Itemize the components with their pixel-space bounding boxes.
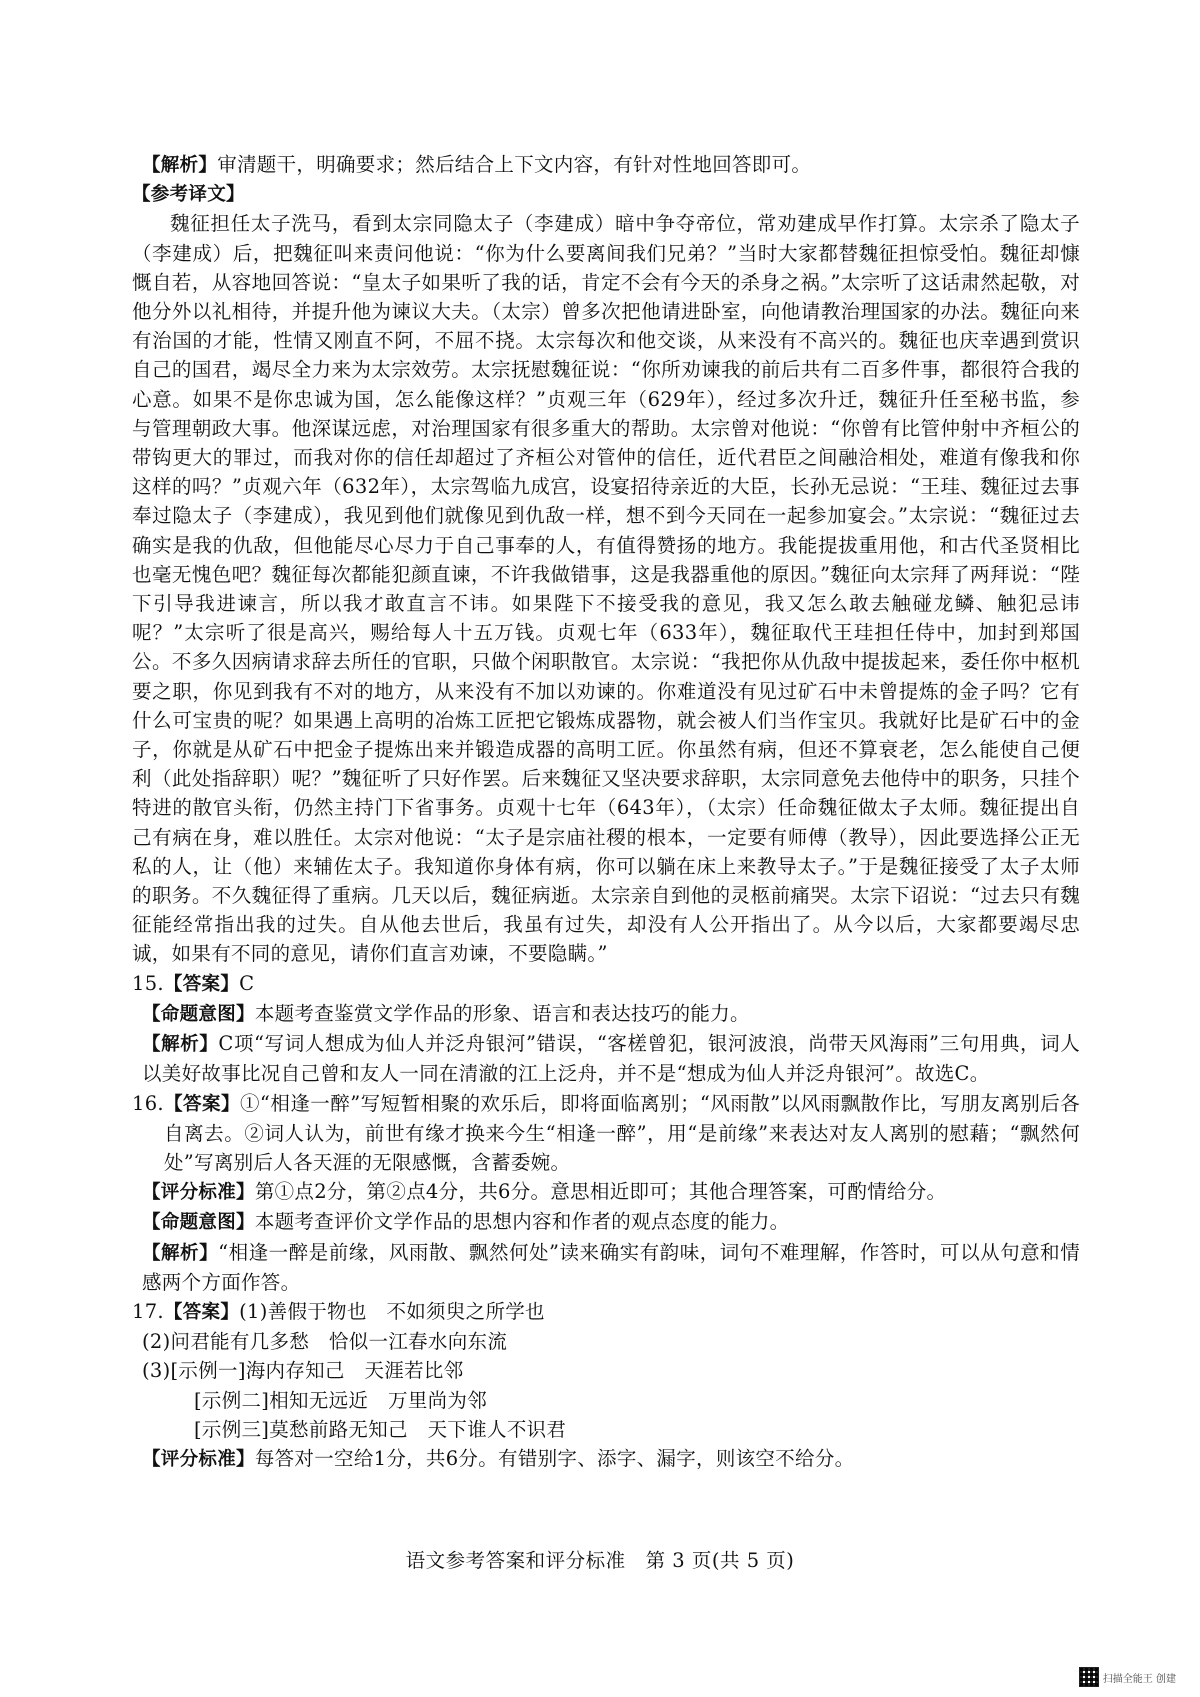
- page-footer: 语文参考答案和评分标准 第 3 页(共 5 页): [405, 1549, 795, 1572]
- scanner-stamp: [1079, 1667, 1176, 1687]
- q16-analysis-text: “相逢一醉是前缘，风雨散、飘然何处”读来确实有韵味，词句不难理解，作答时，可以从句意和情感两个方面作答。: [142, 1240, 1080, 1294]
- q17-item-2: (2)问君能有几多愁 恰似一江春水向东流: [142, 1330, 508, 1354]
- q15-intent: [132, 999, 1080, 1029]
- q17-score-text: 每答对一空给1分，共6分。有错别字、添字、漏字，则该空不给分。: [254, 1446, 855, 1470]
- q16-score-text: 第①点2分，第②点4分，共6分。意思相近即可；其他合理答案，可酌情给分。: [254, 1180, 947, 1204]
- q15-intent-tag: 【命题意图】: [142, 1003, 255, 1025]
- analysis-text: 审清题干，明确要求；然后结合上下文内容，有针对性地回答即可。: [217, 153, 812, 176]
- q16-answer-tag: 【答案】: [163, 1093, 240, 1115]
- qr-code-icon: [1079, 1667, 1099, 1687]
- document-body: [132, 150, 1080, 1474]
- q15-intent-text: 本题考查鉴赏文学作品的形象、语言和表达技巧的能力。: [254, 1001, 750, 1025]
- q16-analysis: [132, 1238, 1080, 1297]
- q15-analysis-text: C项“写词人想成为仙人并泛舟银河”错误，“客槎曾犯，银河波浪，尚带天风海雨”三句用典，词人以美好故事比况自己曾和友人一同在清澈的江上泛舟，并不是“想成为仙人并泛舟银河”。故选C。: [142, 1032, 1081, 1086]
- q17-answer-tag: 【答案】: [163, 1301, 240, 1323]
- q16-analysis-tag: 【解析】: [142, 1242, 219, 1264]
- analysis-prev: [132, 150, 1080, 180]
- scanner-stamp-text: 扫描全能王 创建: [1102, 1673, 1176, 1685]
- q17-answer: [132, 1297, 1080, 1327]
- q16-intent-text: 本题考查评价文学作品的思想内容和作者的观点态度的能力。: [254, 1210, 790, 1234]
- q16-score: [132, 1177, 1080, 1207]
- translation-heading: 【参考译文】: [132, 184, 245, 206]
- q16-intent: [132, 1207, 1080, 1237]
- q15-answer-tag: 【答案】: [163, 973, 240, 995]
- q15-answer: [132, 969, 1080, 999]
- q17-item-3: (3)[示例一]海内存知己 天涯若比邻: [142, 1359, 464, 1383]
- translation-text: 魏征担任太子洗马，看到太宗同隐太子（李建成）暗中争夺帝位，常劝建成早作打算。太宗杀了隐太子（李建成）后，把魏征叫来责问他说：“你为什么要离间我们兄弟？”当时大家都替魏征担惊受怕。魏征却慷慨自若，从容地回答说：“皇太子如果听了我的话，肯定不会有今天的杀身之祸。”太宗听了这话肃然起敬，对他分外以礼相待，并提升他为谏议大夫。（太宗）曾多次把他请进卧室，向他请教治理国家的办法。魏征向来有治国的才能，性情又刚直不阿，不屈不挠。太宗每次和他交谈，从来没有不高兴的。魏征也庆幸遇到赏识自己的国君，竭尽全力来为太宗效劳。太宗抚慰魏征说：“你所劝谏我的前后共有二百多件事，都很符合我的心意。如果不是你忠诚为国，怎么能像这样？”贞观三年（629年），经过多次升迁，魏征升任至秘书监，参与管理朝政大事。他深谋远虑，对治理国家有很多重大的帮助。太宗曾对他说：“你曾有比管仲射中齐桓公的带钩更大的罪过，而我对你的信任却超过了齐桓公对管仲的信任，近代君臣之间融洽相处，难道有像我和你这样的吗？”贞观六年（632年），太宗驾临九成宫，设宴招待亲近的大臣，长孙无忌说：“王珪、魏征过去事奉过隐太子（李建成），我见到他们就像见到仇敌一样，想不到今天同在一起参加宴会。”太宗说：“魏征过去确实是我的仇敌，但他能尽心尽力于自己事奉的人，有值得赞扬的地方。我能提拔重用他，和古代圣贤相比也毫无愧色吧？魏征每次都能犯颜直谏，不许我做错事，这是我器重他的原因。”魏征向太宗拜了两拜说：“陛下引导我进谏言，所以我才敢直言不讳。如果陛下不接受我的意见，我又怎么敢去触碰龙鳞、触犯忌讳呢？”太宗听了很是高兴，赐给每人十五万钱。贞观七年（633年），魏征取代王珪担任侍中，加封到郑国公。不多久因病请求辞去所任的官职，只做个闲职散官。太宗说：“我把你从仇敌中提拔起来，委任你中枢机要之职，你见到我有不对的地方，从来没有不加以劝谏的。你难道没有见过矿石中未曾提炼的金子吗？它有什么可宝贵的呢？如果遇上高明的冶炼工匠把它锻炼成器物，就会被人们当作宝贝。我就好比是矿石中的金子，你就是从矿石中把金子提炼出来并锻造成器的高明工匠。你虽然有病，但还不算衰老，怎么能使自己便利（此处指辞职）呢？”魏征听了只好作罢。后来魏征又坚决要求辞职，太宗同意免去他侍中的职务，只挂个特进的散官头衔，仍然主持门下省事务。贞观十七年（643年），（太宗）任命魏征做太子太师。魏征提出自己有病在身，难以胜任。太宗对他说：“太子是宗庙社稷的根本，一定要有师傅（教导），因此要选择公正无私的人，让（他）来辅佐太子。我知道你身体有病，你可以躺在床上来教导太子。”于是魏征接受了太子太师的职务。不久魏征得了重病。几天以后，魏征病逝。太宗亲自到他的灵柩前痛哭。太宗下诏说：“过去只有魏征能经常指出我的过失。自从他去世后，我虽有过失，却没有人公开指出了。从今以后，大家都要竭尽忠诚，如果有不同的意见，请你们直言劝谏，不要隐瞒。”: [132, 212, 1080, 966]
- q15-number: 15.: [132, 971, 164, 995]
- q16-score-tag: 【评分标准】: [142, 1182, 255, 1204]
- q15-analysis-tag: 【解析】: [142, 1034, 219, 1056]
- analysis-tag: 【解析】: [142, 155, 218, 176]
- q16-number: 16.: [132, 1091, 164, 1115]
- q17-item-3-example-2: [示例二]相知无远近 万里尚为邻: [194, 1388, 488, 1412]
- q17-number: 17.: [132, 1299, 164, 1323]
- q16-intent-tag: 【命题意图】: [142, 1212, 255, 1234]
- q17-item-3-example-3: [示例三]莫愁前路无知己 天下谁人不识君: [194, 1417, 567, 1441]
- q16-answer-text: ①“相逢一醉”写短暂相聚的欢乐后，即将面临离别；“风雨散”以风雨飘散作比，写朋友离别后各自离去。②词人认为，前世有缘才换来今生“相逢一醉”，用“是前缘”来表达对友人离别的慰藉；“飘然何处”写离别后人各天涯的无限感慨，含蓄委婉。: [164, 1091, 1080, 1174]
- q16-answer: [132, 1089, 1080, 1178]
- q17-score: [132, 1444, 1080, 1474]
- q17-score-tag: 【评分标准】: [142, 1448, 255, 1470]
- q17-item-1: (1)善假于物也 不如须臾之所学也: [239, 1299, 545, 1323]
- q15-analysis: [132, 1029, 1080, 1088]
- q15-answer-value: C: [239, 971, 255, 995]
